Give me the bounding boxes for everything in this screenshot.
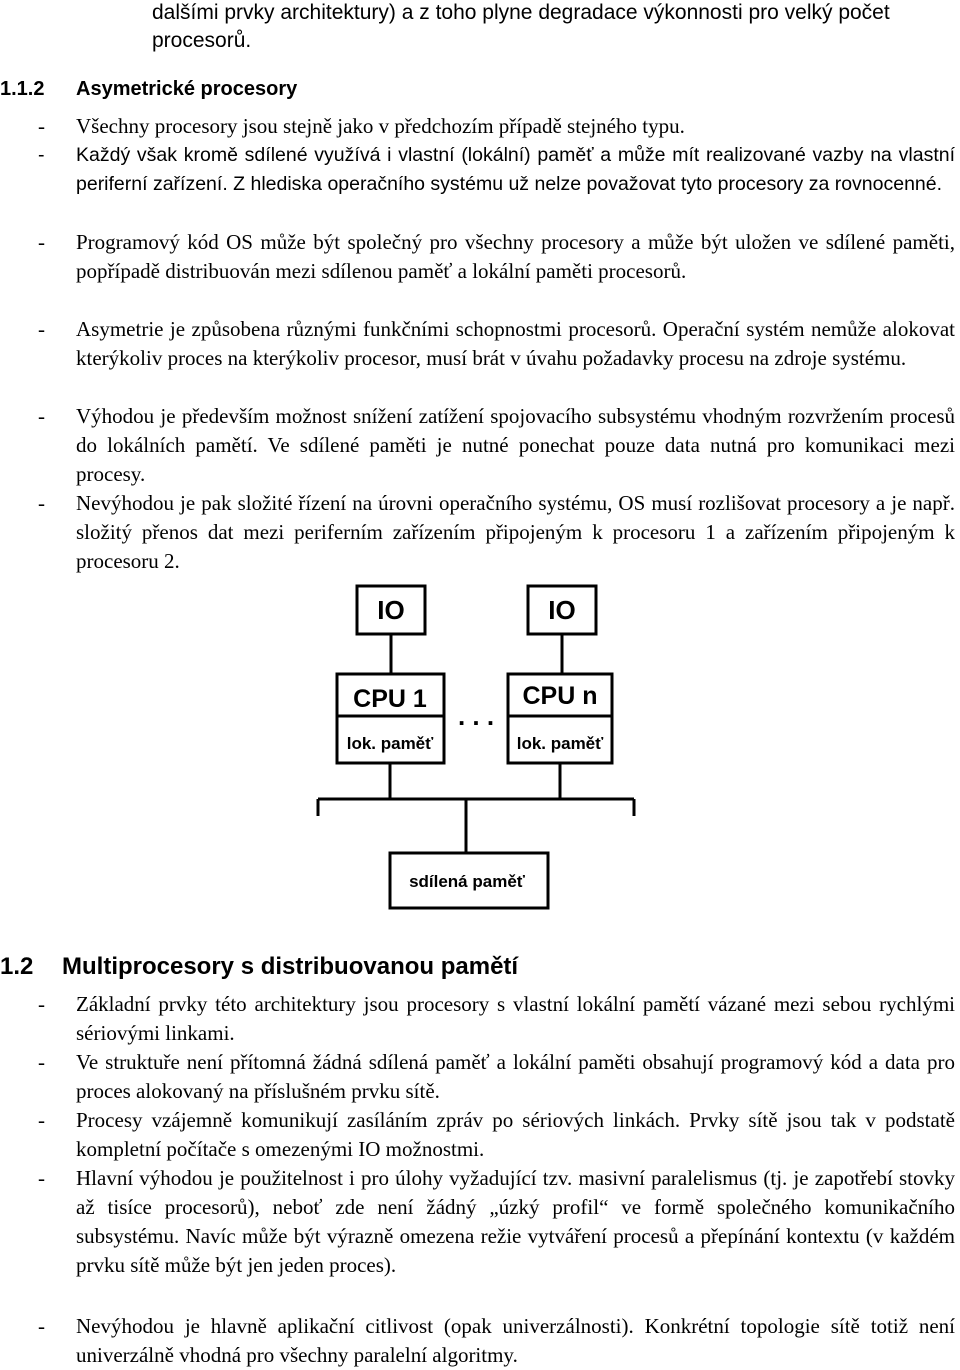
io-label-left: IO <box>377 595 405 625</box>
list-item: - Nevýhodou je hlavně aplikační citlivost (opak univerzálnosti). Konkrétní topologie sítě totiž není univerzálně vhodná pro všechny paralelní algoritmy. <box>38 1314 955 1367</box>
ellipsis: . . . <box>457 701 495 731</box>
cpu-label-left: CPU 1 <box>353 685 427 713</box>
list-item: - Všechny procesory jsou stejně jako v předchozím případě stejného typu. <box>38 114 685 138</box>
local-mem-label-left: lok. paměť <box>346 734 434 753</box>
list-item: - Základní prvky této architektury jsou procesory s vlastní lokální pamětí vázané mezi sebou rychlými sériovými linkami. <box>38 992 955 1045</box>
list-item: - Asymetrie je způsobena různými funkčními schopnostmi procesorů. Operační systém nemůže alokovat kterýkoliv proces na kterýkoliv procesor, musí brát v úvahu požadavky procesu na zdroje systému. <box>38 317 955 370</box>
local-mem-label-right: lok. paměť <box>516 734 604 753</box>
list-item: - Nevýhodou je pak složité řízení na úrovni operačního systému, OS musí rozlišovat procesory a je např. složitý přenos dat mezi periferním zařízením připojeným k procesoru 1 a zařízením připojeným k procesoru 2. <box>38 491 955 573</box>
shared-memory-label: sdílená paměť <box>409 872 525 891</box>
list-item: - Programový kód OS může být společný pro všechny procesory a může být uložen ve sdílené paměti, popřípadě distribuován mezi sdílenou paměť a lokální paměti procesorů. <box>38 230 955 283</box>
list-item: - Ve struktuře není přítomná žádná sdílená paměť a lokální paměti obsahují programový kód a data pro proces alokovaný na příslušném prvku sítě. <box>38 1050 955 1103</box>
list-item: - Výhodou je především možnost snížení zatížení spojovacího subsystému vhodným rozvržením procesů do lokálních pamětí. Ve sdílené paměti je nutné ponechat pouze data nutná pro komunikaci mezi procesy. <box>38 404 955 486</box>
section-title: Asymetrické procesory <box>76 78 298 100</box>
section-title: Multiprocesory s distribuovanou pamětí <box>62 953 519 980</box>
section-number: 1.1.2 <box>0 78 45 100</box>
architecture-diagram <box>0 580 960 920</box>
list-item: - Každý však kromě sdílené využívá i vlastní (lokální) paměť a může mít realizované vazby na vlastní periferní zařízení. Z hlediska operačního systému už nelze považovat tyto procesory za rovnocenné. <box>38 144 955 195</box>
list-item: - Hlavní výhodou je použitelnost i pro úlohy vyžadující tzv. masivní paralelismus (tj. je zapotřebí stovky až tisíce procesorů), neboť zde není žádný „úzký profil“ ve formě společného komunikačního subsystému. Navíc může být výrazně omezena režie vytváření procesů a přepínání kontextu (v každém prvku sítě může být jen jeden proces). <box>38 1166 955 1277</box>
io-label-right: IO <box>548 595 576 625</box>
section-number: 1.2 <box>0 953 34 980</box>
continuation-text: dalšími prvky architektury) a z toho plyne degradace výkonnosti pro velký počet procesorů. <box>152 1 890 52</box>
cpu-label-right: CPU n <box>522 682 598 710</box>
list-item: - Procesy vzájemně komunikují zasíláním zpráv po sériových linkách. Prvky sítě jsou tak v podstatě kompletní počítače s omezenými IO možnostmi. <box>38 1108 955 1161</box>
